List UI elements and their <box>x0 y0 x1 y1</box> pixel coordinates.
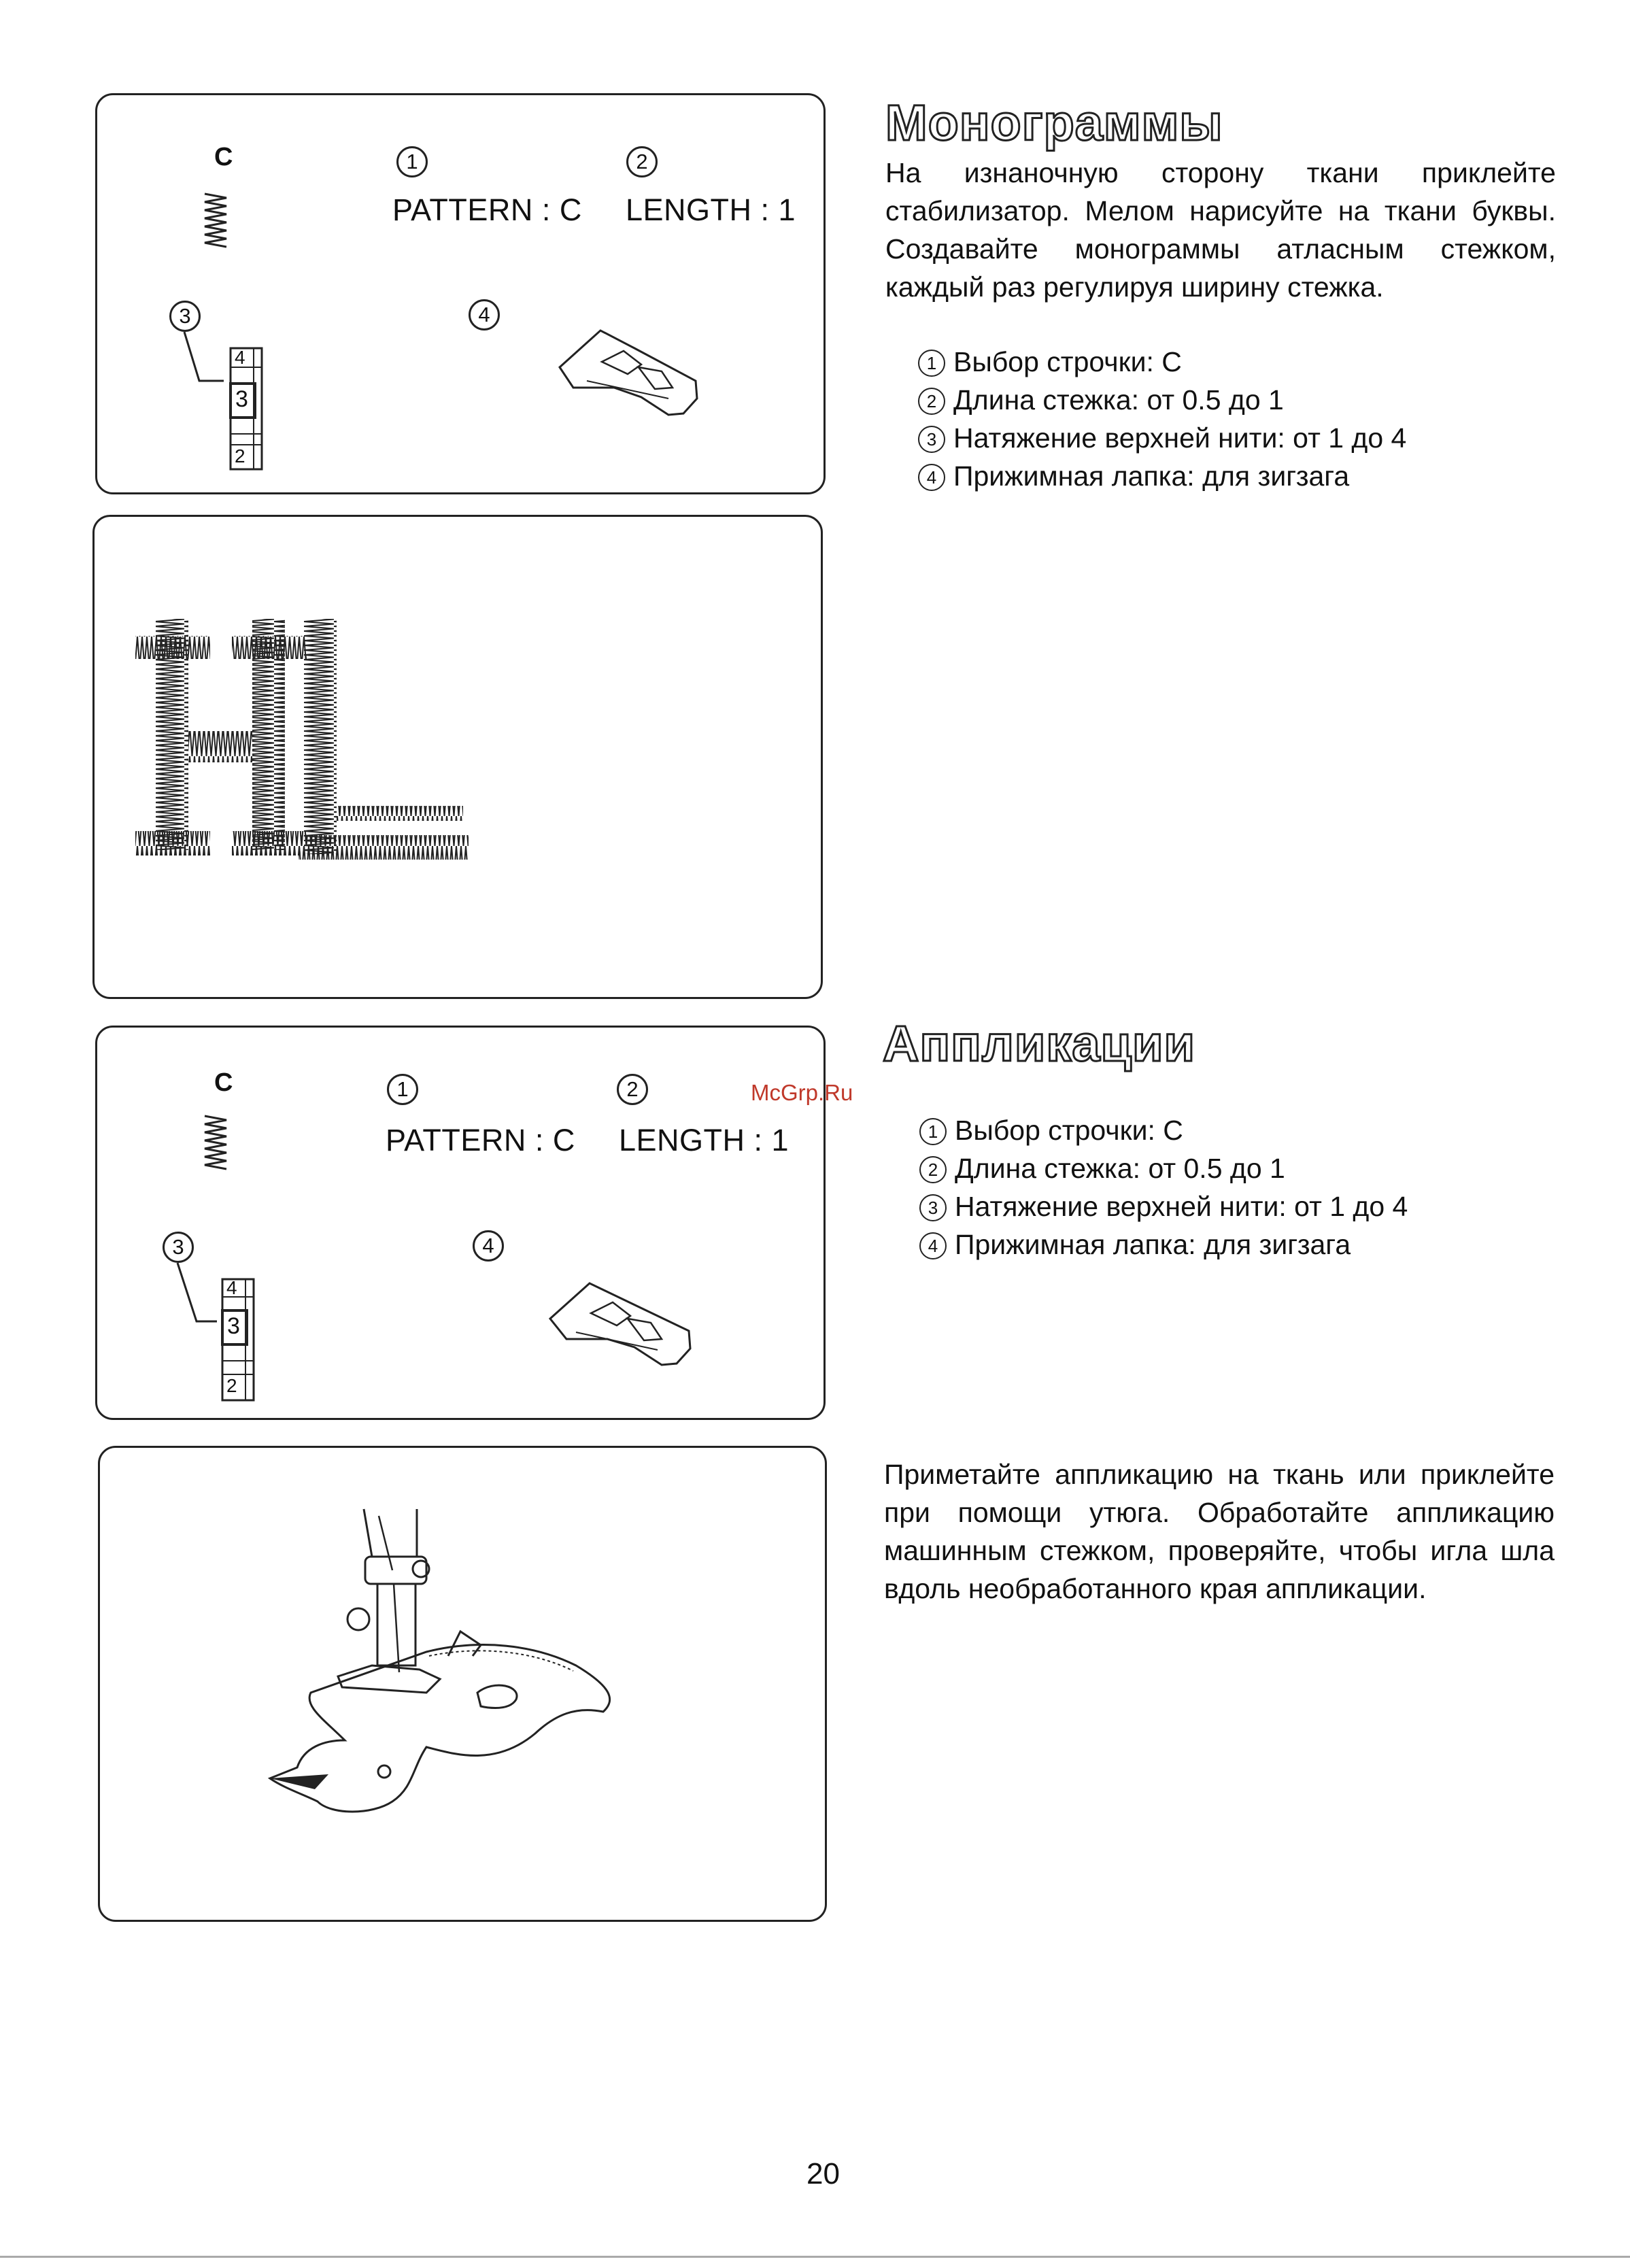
setting-item <box>919 1225 1408 1264</box>
dial-mid-number: 3 <box>235 386 248 412</box>
setting-item <box>918 343 1406 381</box>
zigzag-foot-icon <box>97 95 828 496</box>
dial-top-number: 4 <box>235 347 245 368</box>
number-badge: 4 <box>919 1232 947 1259</box>
dial-top-number: 4 <box>226 1277 237 1298</box>
applique-settings-list <box>919 1111 1408 1264</box>
callout-2: 2 <box>617 1074 648 1105</box>
number-badge: 3 <box>918 426 945 453</box>
monograms-heading: Монограммы <box>885 95 1223 151</box>
dial-bottom-number: 2 <box>235 445 245 467</box>
length-label: LENGTH : 1 <box>626 192 796 227</box>
number-badge: 1 <box>919 1118 947 1145</box>
callout-3: 3 <box>169 301 201 332</box>
applique-sewing-illustration <box>98 1446 827 1922</box>
setting-text: Прижимная лапка: для зигзага <box>953 460 1350 492</box>
setting-item <box>919 1187 1408 1225</box>
setting-item <box>918 419 1406 457</box>
callout-4: 4 <box>473 1230 504 1262</box>
monogram-hl-illustration <box>92 515 823 999</box>
dial-mid-number: 3 <box>227 1313 240 1339</box>
setting-text: Натяжение верхней нити: от 1 до 4 <box>955 1191 1408 1222</box>
callout-1: 1 <box>396 146 428 177</box>
pattern-label: PATTERN : C <box>392 192 582 227</box>
setting-text: Выбор строчки: C <box>953 346 1182 377</box>
setting-text: Выбор строчки: C <box>955 1115 1183 1146</box>
setting-item <box>919 1111 1408 1149</box>
number-badge: 2 <box>918 388 945 415</box>
number-badge: 3 <box>919 1194 947 1221</box>
applique-heading: Аппликации <box>883 1015 1195 1072</box>
applique-description: Приметайте аппликацию на ткань или приклейте при помощи утюга. Обработайте аппликацию машинным стежком, проверяйте, чтобы игла шла вдоль необработанного края аппликации. <box>884 1459 1555 1604</box>
stitch-letter: C <box>214 143 233 171</box>
number-badge: 1 <box>918 350 945 377</box>
monograms-description: На изнаночную сторону ткани приклейте стабилизатор. Мелом нарисуйте на ткани буквы. Создавайте монограммы атласным стежком, каждый раз регулируя ширину стежка. <box>885 157 1556 303</box>
page-number: 20 <box>806 2157 840 2190</box>
setting-item <box>919 1149 1408 1187</box>
callout-1: 1 <box>387 1074 418 1105</box>
page-bottom-rule <box>0 2256 1630 2258</box>
setting-item <box>918 381 1406 419</box>
setting-text: Натяжение верхней нити: от 1 до 4 <box>953 422 1407 454</box>
presser-foot-and-bird-illustration <box>100 1448 829 1924</box>
monograms-settings-list <box>918 343 1406 495</box>
setting-text: Длина стежка: от 0.5 до 1 <box>953 384 1284 416</box>
zigzag-foot-icon <box>97 1028 828 1422</box>
callout-4: 4 <box>469 299 500 331</box>
number-badge: 2 <box>919 1156 947 1183</box>
hl-letters-illustration <box>95 517 825 1001</box>
monogram-settings-panel <box>95 93 826 494</box>
callout-3: 3 <box>163 1232 194 1263</box>
setting-item <box>918 457 1406 495</box>
watermark: McGrp.Ru <box>751 1080 853 1105</box>
pattern-label: PATTERN : C <box>386 1123 575 1157</box>
callout-2: 2 <box>626 146 658 177</box>
setting-text: Прижимная лапка: для зигзага <box>955 1229 1351 1260</box>
length-label: LENGTH : 1 <box>619 1123 789 1157</box>
applique-settings-panel <box>95 1026 826 1420</box>
number-badge: 4 <box>918 464 945 491</box>
stitch-letter: C <box>214 1068 233 1097</box>
setting-text: Длина стежка: от 0.5 до 1 <box>955 1153 1285 1184</box>
dial-bottom-number: 2 <box>226 1375 237 1396</box>
